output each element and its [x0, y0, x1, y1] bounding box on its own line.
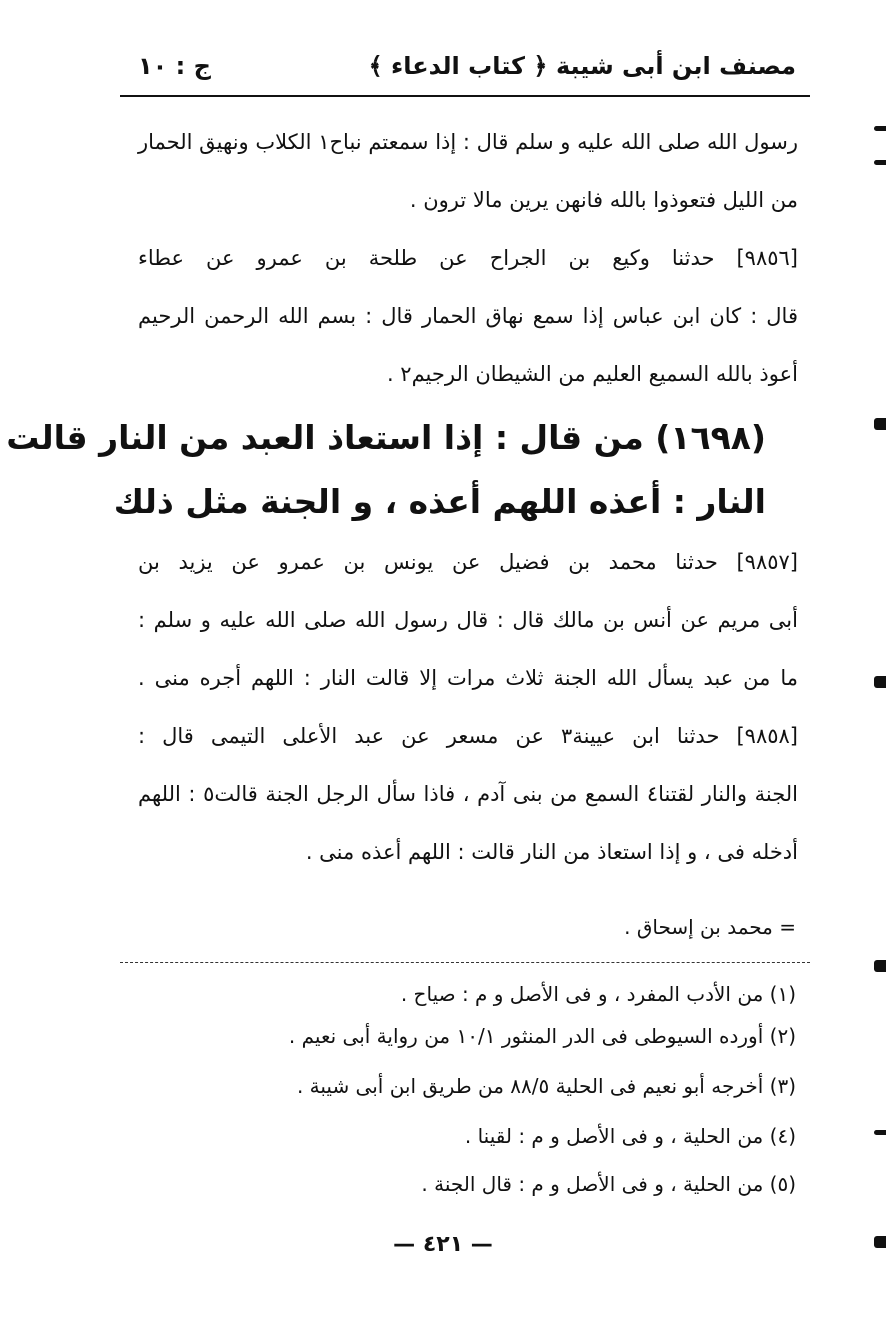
scan-edge-mark [874, 126, 886, 131]
header-volume: ج : ١٠ [138, 52, 211, 80]
body-line: من الليل فتعوذوا بالله فانهن يرين مالا ترون . [409, 188, 798, 212]
footnote: (٢) أورده السيوطى فى الدر المنثور ١٠/١ من رواية أبى نعيم . [288, 1024, 796, 1048]
chapter-heading: (١٦٩٨) من قال : إذا استعاذ العبد من النار قالت [6, 418, 766, 457]
header-book-title: مصنف ابن أبى شيبة [555, 52, 796, 80]
body-line: رسول الله صلى الله عليه و سلم قال : إذا سمعتم نباح١ الكلاب ونهيق الحمار [138, 130, 799, 154]
body-line: قال : كان ابن عباس إذا سمع نهاق الحمار قال : بسم الله الرحمن الرحيم [138, 304, 798, 328]
page-number: — ٤٢١ — [393, 1232, 493, 1257]
running-header [120, 52, 796, 92]
body-line: ما من عبد يسأل الله الجنة ثلاث مرات إلا قالت النار : اللهم أجره منى . [138, 666, 798, 690]
scan-edge-mark [874, 418, 886, 430]
scan-edge-mark [874, 676, 886, 688]
body-line: أعوذ بالله السميع العليم من الشيطان الرجيم٢ . [386, 362, 798, 386]
scan-edge-mark [874, 960, 886, 972]
body-line: الجنة والنار لقتنا٤ السمع من بنى آدم ، فاذا سأل الرجل الجنة قالت٥ : اللهم [138, 782, 798, 806]
header-rule [120, 95, 810, 97]
body-line: أدخله فى ، و إذا استعاذ من النار قالت : اللهم أعذه منى . [305, 840, 798, 864]
body-line: أبى مريم عن أنس بن مالك قال : قال رسول الله صلى الله عليه و سلم : [138, 608, 798, 632]
header-chapter-title: ﴿ كتاب الدعاء ﴾ [368, 52, 548, 80]
hadith-9857-line: [٩٨٥٧] حدثنا محمد بن فضيل عن يونس بن عمرو عن يزيد بن [138, 550, 798, 574]
footnote: (٥) من الحلية ، و فى الأصل و م : قال الجنة . [421, 1172, 796, 1196]
footnote: (٤) من الحلية ، و فى الأصل و م : لقينا . [464, 1124, 796, 1148]
footnote: (١) من الأدب المفرد ، و فى الأصل و م : صياح . [400, 982, 796, 1006]
scan-edge-mark [874, 160, 886, 165]
carryover-footnote: = محمد بن إسحاق . [624, 915, 796, 939]
hadith-9856-line: [٩٨٥٦] حدثنا وكيع بن الجراح عن طلحة بن عمرو عن عطاء [138, 246, 798, 270]
scan-edge-mark [874, 1130, 886, 1135]
chapter-heading: النار : أعذه اللهم أعذه ، و الجنة مثل ذلك [113, 482, 766, 521]
scan-edge-mark [874, 1236, 886, 1248]
hadith-9858-line: [٩٨٥٨] حدثنا ابن عيينة٣ عن مسعر عن عبد الأعلى التيمى قال : [138, 724, 798, 748]
footnote-separator [120, 962, 810, 963]
footnote: (٣) أخرجه أبو نعيم فى الحلية ٨٨/٥ من طريق ابن أبى شيبة . [296, 1074, 796, 1098]
